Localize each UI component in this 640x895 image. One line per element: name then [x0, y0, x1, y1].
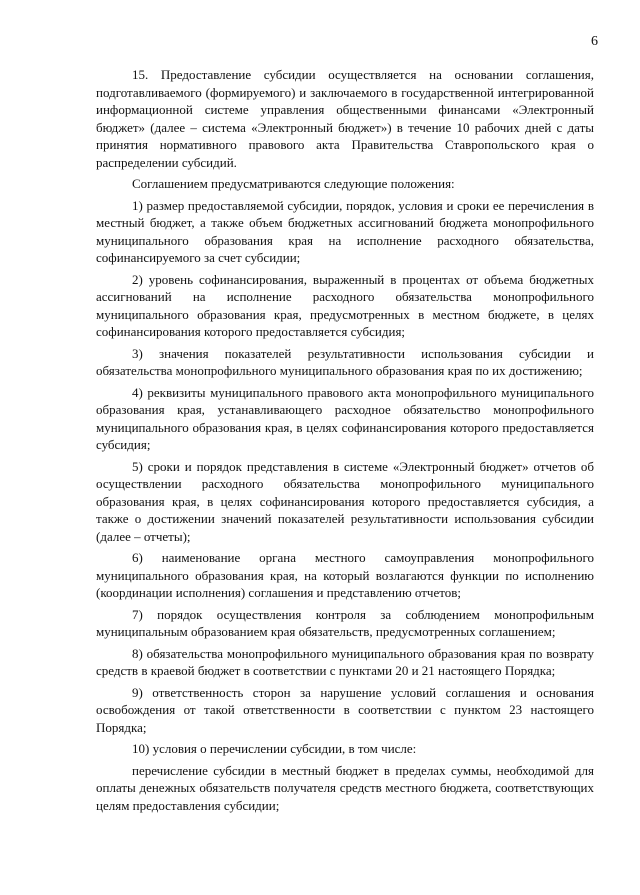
paragraph-item-10-transfer: перечисление субсидии в местный бюджет в пределах суммы, необходимой для оплаты денежных обязательств получателя средств местного бюджета, соответствующих целям предоставления субсидии;: [96, 762, 594, 813]
paragraph-item-8: 8) обязательства монопрофильного муниципального образования края по возврату средств в краевой бюджет в соответствии с пунктами 20 и 21 настоящего Порядка;: [96, 645, 594, 678]
paragraph-clause-15: 15. Предоставление субсидии осуществляется на основании соглашения, подготавливаемого (формируемого) и заключаемого в государственной интегрированной информационной системе управления общественными финансами «Электронный бюджет» (далее – система «Электронный бюджет») в течение 10 рабочих дней с даты принятия нормативного правового акта Правительства Ставропольского края о распределении субсидий.: [96, 67, 594, 170]
paragraph-item-6: 6) наименование органа местного самоуправления монопрофильного муниципального образования края, на который возлагаются функции по исполнению (координации исполнения) соглашения и представлению отчетов;: [96, 550, 594, 600]
paragraph-item-3: 3) значения показателей результативности использования субсидии и обязательства монопрофильного муниципального образования края по их достижению;: [96, 345, 594, 378]
paragraph-item-7: 7) порядок осуществления контроля за соблюдением монопрофильным муниципальным образованием края обязательств, предусмотренных соглашением;: [96, 606, 594, 639]
paragraph-item-5: 5) сроки и порядок представления в системе «Электронный бюджет» отчетов об осуществлении расходного обязательства монопрофильного муниципального образования края, в целях софинансирования которого предоставляется субсидия, а также о достижении значений показателей результативности использования субсидии (далее – отчеты);: [96, 458, 594, 544]
paragraph-item-4: 4) реквизиты муниципального правового акта монопрофильного муниципального образования края, устанавливающего расходное обязательство монопрофильного муниципального образования края, в целях софинансирования которого предоставляется субсидия;: [96, 384, 594, 452]
document-body: [96, 66, 594, 814]
paragraph-item-9: 9) ответственность сторон за нарушение условий соглашения и основания освобождения от такой ответственности в соответствии с пунктом 23 настоящего Порядка;: [96, 684, 594, 735]
page-number: 6: [591, 34, 598, 49]
paragraph-agreement-intro: Соглашением предусматриваются следующие положения:: [132, 176, 455, 191]
paragraph-item-2: 2) уровень софинансирования, выраженный в процентах от объема бюджетных ассигнований на исполнение расходного обязательства монопрофильного муниципального образования края, предусмотренных в местном бюджете, в целях софинансирования которого предоставляется субсидия;: [96, 271, 594, 339]
paragraph-item-10: 10) условия о перечислении субсидии, в том числе:: [132, 741, 417, 756]
paragraph-item-1: 1) размер предоставляемой субсидии, порядок, условия и сроки ее перечисления в местный бюджет, а также объем бюджетных ассигнований бюджета монопрофильного муниципального образования края на исполнение расходного обязательства, софинансируемого за счет субсидии;: [96, 197, 594, 265]
